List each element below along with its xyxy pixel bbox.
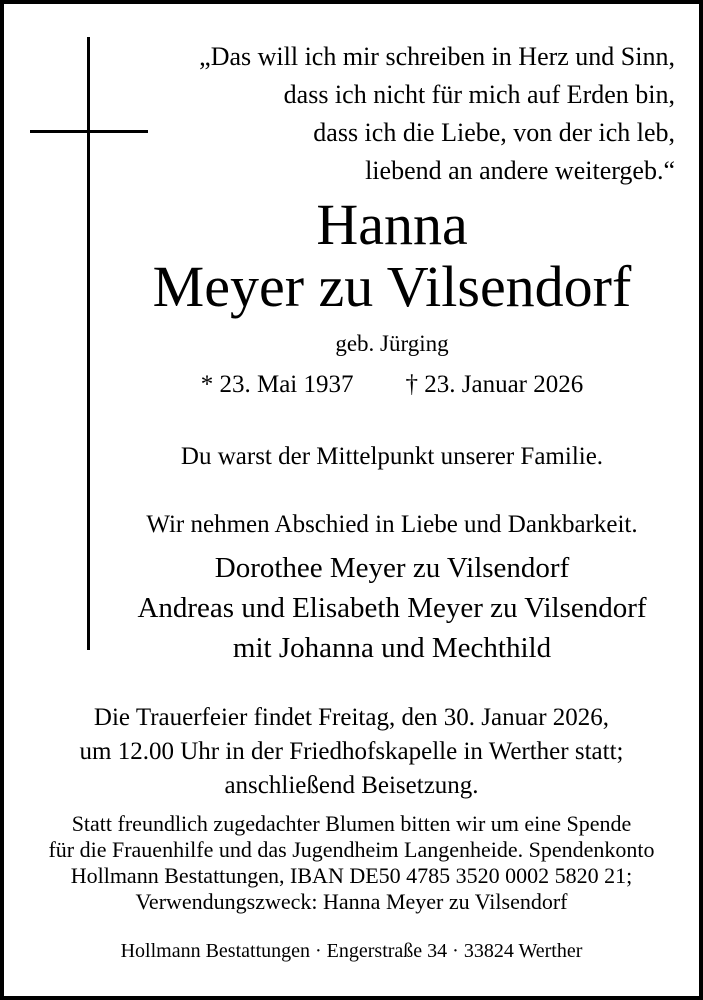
mourner-line: Dorothee Meyer zu Vilsendorf [214,552,570,584]
mourner-line: Andreas und Elisabeth Meyer zu Vilsendorf [137,592,647,624]
mourner-line: mit Johanna und Mechthild [232,632,552,664]
cross-vertical-line [87,37,90,650]
quote-line: „Das will ich mir schreiben in Herz und Sinn, [199,42,675,71]
deceased-first-name: Hanna [316,192,468,257]
maiden-name: geb. Jürging [335,331,449,356]
life-dates [85,370,699,400]
funeral-home-footer: Hollmann Bestattungen · Engerstraße 34 · 33824 Werther [120,940,583,962]
cross-horizontal-line [30,130,148,133]
funeral-line: Die Trauerfeier findet Freitag, den 30. Januar 2026, [93,704,610,731]
donation-info [4,811,699,915]
quote-line: dass ich die Liebe, von der ich leb, [313,118,675,147]
funeral-info [4,701,699,803]
tribute-line: Du warst der Mittelpunkt unserer Familie. [180,443,604,470]
death-date: † 23. Januar 2026 [405,371,584,398]
upper-content [85,38,699,668]
mourners-list [85,548,699,668]
quote-line: liebend an andere weitergeb.“ [365,156,675,185]
deceased-name [85,194,699,318]
donation-line: Hollmann Bestattungen, IBAN DE50 4785 3520 0002 5820 21; [70,863,633,888]
birth-date: * 23. Mai 1937 [200,371,354,398]
funeral-line: um 12.00 Uhr in der Friedhofskapelle in Werther statt; [79,738,624,765]
lower-content [4,701,699,964]
funeral-line: anschließend Beisetzung. [224,772,479,799]
opening-quote [85,38,699,190]
deceased-last-name: Meyer zu Vilsendorf [152,254,632,319]
farewell-line: Wir nehmen Abschied in Liebe und Dankbarkeit. [146,511,638,538]
donation-line: für die Frauenhilfe und das Jugendheim Langenheide. Spendenkonto [48,837,655,862]
quote-line: dass ich nicht für mich auf Erden bin, [283,80,675,109]
donation-line: Statt freundlich zugedachter Blumen bitten wir um eine Spende [71,811,632,836]
donation-line: Verwendungszweck: Hanna Meyer zu Vilsendorf [135,889,568,914]
